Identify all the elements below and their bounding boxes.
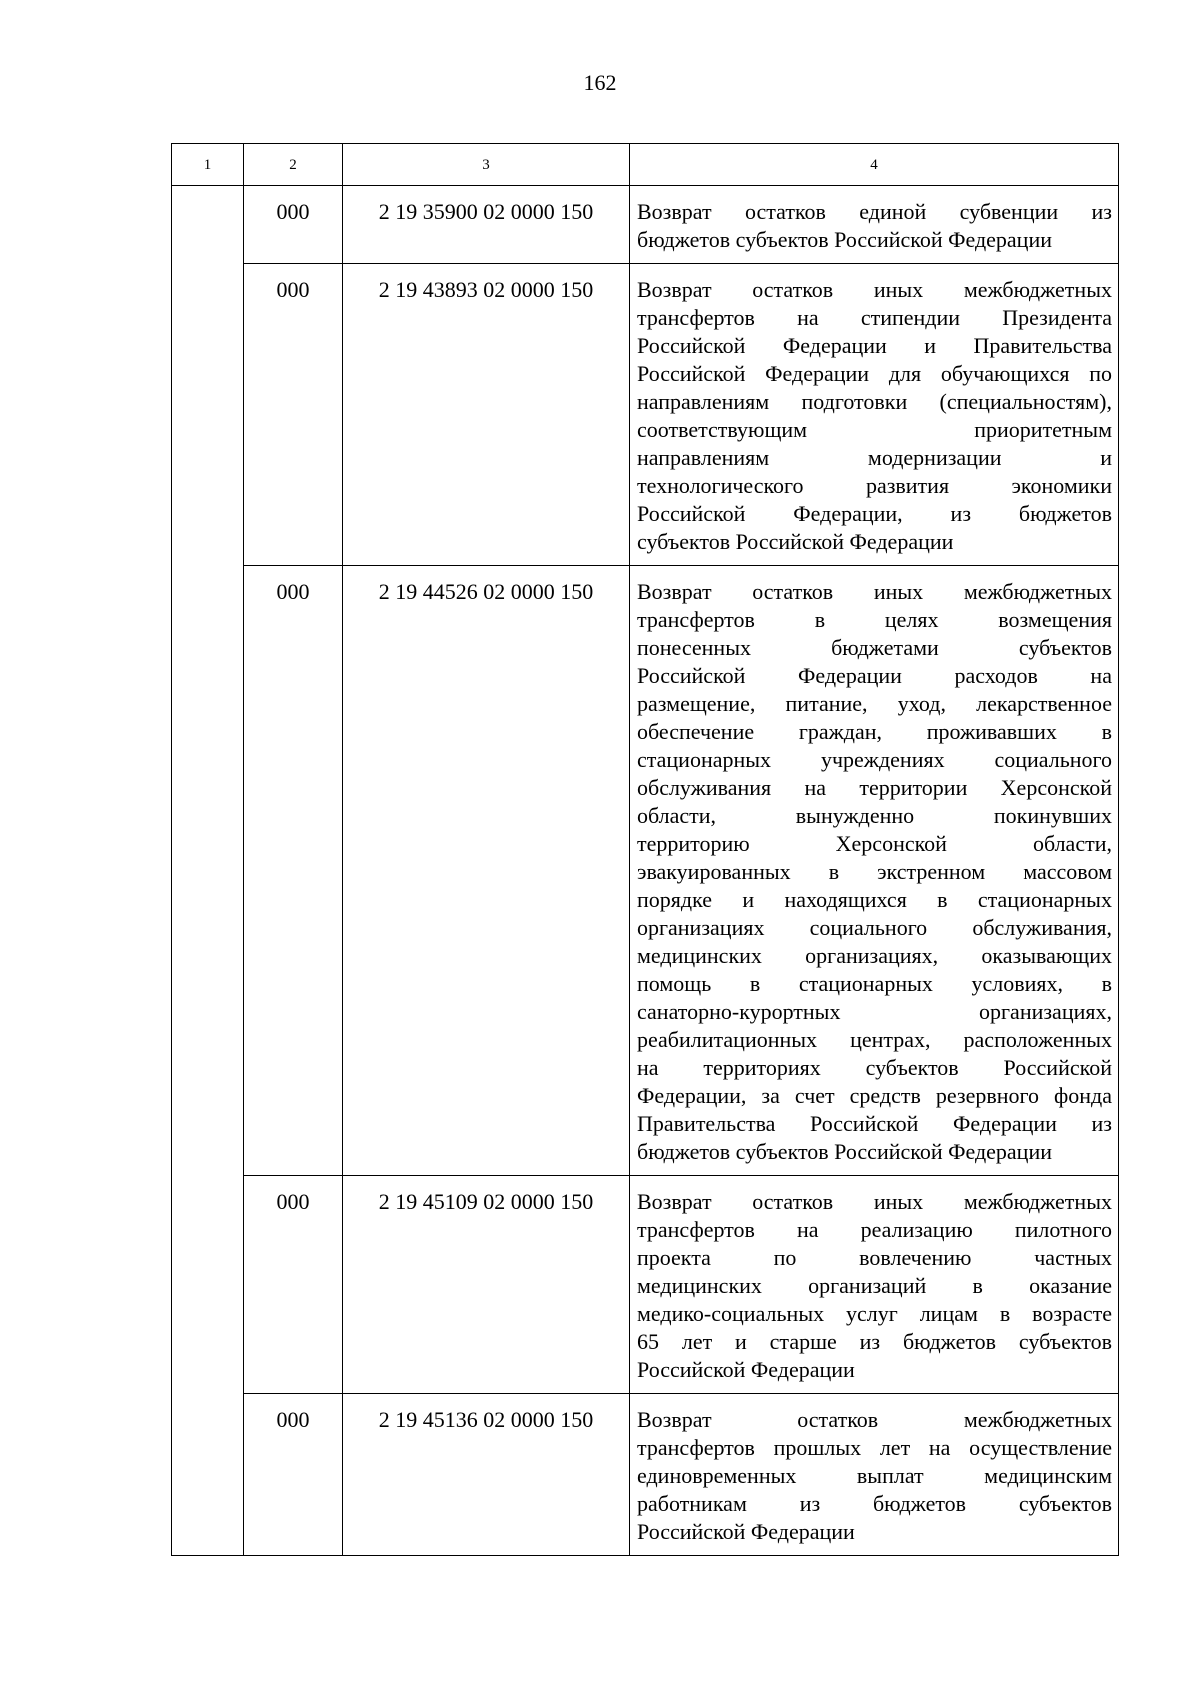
description-cell	[630, 1176, 1119, 1394]
description-word: расходов	[954, 663, 1038, 688]
description-line-words	[637, 1300, 1112, 1328]
description-word: размещение,	[637, 691, 756, 716]
description-word: в	[749, 971, 761, 996]
description-line	[637, 1110, 1112, 1138]
description-line	[637, 1244, 1112, 1272]
column-header-3: 3	[343, 144, 630, 186]
description-cell	[630, 186, 1119, 264]
description-word: Возврат	[637, 277, 712, 302]
description-word: оказание	[1029, 1273, 1112, 1298]
description-word: области,	[637, 803, 717, 828]
description-word: Херсонской	[835, 831, 947, 856]
description-line-words	[637, 998, 1112, 1026]
description-word: на	[796, 1217, 819, 1242]
description-word: медицинских	[637, 943, 762, 968]
description-line	[637, 942, 1112, 970]
description-word: и	[742, 887, 755, 912]
description-line-words	[637, 914, 1112, 942]
description-line	[637, 998, 1112, 1026]
description-line-words	[637, 276, 1112, 304]
description-word: направлениям	[637, 389, 770, 414]
column-1-cell	[172, 186, 244, 1556]
description-word: остатков	[797, 1407, 879, 1432]
description-word: Федерации	[782, 333, 887, 358]
description-word: межбюджетных	[963, 1189, 1112, 1214]
description-word: Российской	[637, 663, 746, 688]
description-word: приоритетным	[974, 417, 1112, 442]
description-word: остатков	[744, 199, 826, 224]
description-word: трансфертов	[637, 1435, 755, 1460]
description-word: медицинских	[637, 1273, 762, 1298]
description-word: из	[1091, 1111, 1112, 1136]
description-line	[637, 1434, 1112, 1462]
description-word: порядке	[637, 887, 712, 912]
description-line-words	[637, 388, 1112, 416]
page-number: 162	[583, 70, 617, 95]
description-word: по	[1089, 361, 1112, 386]
description-word: Федерации	[953, 1111, 1057, 1136]
description-line	[637, 634, 1112, 662]
description-word: межбюджетных	[963, 1407, 1112, 1432]
description-word: иных	[873, 579, 924, 604]
description-word: вынужденно	[795, 803, 915, 828]
kbk-code-cell: 2 19 44526 02 0000 150	[343, 566, 630, 1176]
description-line	[637, 746, 1112, 774]
description-word: Херсонской	[1000, 775, 1112, 800]
description-word: медико-социальных	[637, 1301, 825, 1326]
description-word: организациях	[637, 915, 765, 940]
description-line	[637, 774, 1112, 802]
description-word: бюджетами	[831, 635, 939, 660]
description-line-words	[637, 802, 1112, 830]
description-line: бюджетов субъектов Российской Федерации	[637, 227, 1052, 252]
description-word: иных	[873, 1189, 924, 1214]
description-word: возмещения	[998, 607, 1112, 632]
description-line-words	[637, 444, 1112, 472]
description-line: субъектов Российской Федерации	[637, 529, 954, 554]
description-word: бюджетов	[1018, 501, 1112, 526]
description-line	[637, 1328, 1112, 1356]
description-word: Президента	[1002, 305, 1112, 330]
description-word: Возврат	[637, 1407, 712, 1432]
description-line-words	[637, 1406, 1112, 1434]
description-word: Российской	[1003, 1055, 1112, 1080]
description-line-words	[637, 606, 1112, 634]
description-word: условиях,	[971, 971, 1064, 996]
description-word: субъектов	[1018, 635, 1112, 660]
description-line-words	[637, 858, 1112, 886]
description-line-words	[637, 718, 1112, 746]
description-line-words	[637, 634, 1112, 662]
description-line	[637, 500, 1112, 528]
description-word: Правительства	[973, 333, 1112, 358]
description-word: счет	[794, 1083, 835, 1108]
description-word: организаций	[808, 1273, 927, 1298]
description-word: межбюджетных	[963, 579, 1112, 604]
description-line	[637, 416, 1112, 444]
description-word: старше	[769, 1329, 837, 1354]
admin-code-cell: 000	[244, 1394, 343, 1556]
description-word: Российской	[637, 333, 746, 358]
description-line-words	[637, 1490, 1112, 1518]
description-word: понесенных	[637, 635, 751, 660]
description-line-words	[637, 472, 1112, 500]
description-word: проживавших	[926, 719, 1057, 744]
description-word: стационарных	[977, 887, 1112, 912]
description-line	[637, 304, 1112, 332]
admin-code-cell: 000	[244, 186, 343, 264]
description-word: граждан,	[798, 719, 883, 744]
description-line	[637, 472, 1112, 500]
description-word: осуществление	[969, 1435, 1112, 1460]
description-word: медицинским	[984, 1463, 1112, 1488]
description-line-words	[637, 1244, 1112, 1272]
description-word: обучающихся	[940, 361, 1070, 386]
description-word: области,	[1032, 831, 1112, 856]
budget-code-table	[171, 143, 1119, 1556]
description-line	[637, 914, 1112, 942]
column-header-4: 4	[630, 144, 1119, 186]
description-line-words	[637, 690, 1112, 718]
description-word: проекта	[637, 1245, 711, 1270]
description-word: на	[804, 775, 827, 800]
description-word: реализацию	[860, 1217, 973, 1242]
description-word: уход,	[897, 691, 946, 716]
description-cell	[630, 264, 1119, 566]
description-word: экономики	[1011, 473, 1112, 498]
description-word: пилотного	[1014, 1217, 1112, 1242]
description-word: бюджетов	[902, 1329, 997, 1354]
description-line	[637, 332, 1112, 360]
description-word: покинувших	[993, 803, 1112, 828]
description-line-words	[637, 774, 1112, 802]
description-word: помощь	[637, 971, 712, 996]
description-line	[637, 1082, 1112, 1110]
description-line	[637, 970, 1112, 998]
description-line	[637, 1054, 1112, 1082]
description-line-words	[637, 1462, 1112, 1490]
description-word: бюджетов	[872, 1491, 967, 1516]
kbk-code-cell: 2 19 35900 02 0000 150	[343, 186, 630, 264]
admin-code-cell: 000	[244, 566, 343, 1176]
table-row	[172, 566, 1119, 1176]
description-word: Возврат	[637, 199, 712, 224]
description-line: бюджетов субъектов Российской Федерации	[637, 1139, 1052, 1164]
description-word: развития	[865, 473, 950, 498]
description-word: работникам	[637, 1491, 747, 1516]
description-word: расположенных	[963, 1027, 1112, 1052]
description-word: лет	[681, 1329, 713, 1354]
description-word: Федерации,	[637, 1083, 747, 1108]
description-line	[637, 830, 1112, 858]
description-word: организациях,	[979, 999, 1112, 1024]
description-word: модернизации	[867, 445, 1002, 470]
description-line	[637, 802, 1112, 830]
description-line	[637, 886, 1112, 914]
description-word: остатков	[752, 277, 834, 302]
description-word: Российской	[637, 501, 746, 526]
kbk-code-cell: 2 19 43893 02 0000 150	[343, 264, 630, 566]
description-line	[637, 718, 1112, 746]
description-word: в	[1101, 719, 1112, 744]
description-word: за	[761, 1083, 780, 1108]
description-word: субъектов	[1018, 1329, 1112, 1354]
description-line	[637, 578, 1112, 606]
description-word: резервного	[935, 1083, 1039, 1108]
description-word: центрах,	[850, 1027, 931, 1052]
description-line	[637, 690, 1112, 718]
description-word: территории	[859, 775, 968, 800]
description-word: межбюджетных	[963, 277, 1112, 302]
description-word: целях	[884, 607, 939, 632]
description-line	[637, 276, 1112, 304]
description-word: по	[773, 1245, 797, 1270]
column-header-2: 2	[244, 144, 343, 186]
description-word: стационарных	[637, 747, 772, 772]
description-line	[637, 198, 1112, 226]
description-line-words	[637, 1328, 1112, 1356]
description-line	[637, 444, 1112, 472]
description-cell	[630, 1394, 1119, 1556]
column-header-1: 1	[172, 144, 244, 186]
description-word: услуг	[846, 1301, 898, 1326]
description-word: эвакуированных	[637, 859, 791, 884]
description-line	[637, 606, 1112, 634]
description-line-words	[637, 830, 1112, 858]
description-word: реабилитационных	[637, 1027, 818, 1052]
description-line	[637, 662, 1112, 690]
description-word: и	[924, 333, 937, 358]
description-word: иных	[873, 277, 924, 302]
description-line-words	[637, 1110, 1112, 1138]
kbk-code-cell: 2 19 45136 02 0000 150	[343, 1394, 630, 1556]
description-word: лицам	[919, 1301, 978, 1326]
description-line: Российской Федерации	[637, 1519, 855, 1544]
description-word: единой	[859, 199, 927, 224]
table-row	[172, 1394, 1119, 1556]
description-word: в	[1101, 971, 1112, 996]
description-line	[637, 1272, 1112, 1300]
description-word: оказывающих	[981, 943, 1112, 968]
description-word: Правительства	[637, 1111, 776, 1136]
table-row	[172, 264, 1119, 566]
description-word: и	[1100, 445, 1112, 470]
description-word: направлениям	[637, 445, 770, 470]
table-row	[172, 1176, 1119, 1394]
description-word: питание,	[785, 691, 868, 716]
description-word: Российской	[637, 361, 746, 386]
description-word: трансфертов	[637, 305, 755, 330]
description-word: санаторно-курортных	[637, 999, 841, 1024]
description-line	[637, 388, 1112, 416]
description-line	[637, 1216, 1112, 1244]
description-word: средств	[849, 1083, 921, 1108]
description-word: 65	[637, 1329, 659, 1354]
description-word: массовом	[1023, 859, 1112, 884]
description-word: фонда	[1053, 1083, 1112, 1108]
kbk-code-cell: 2 19 45109 02 0000 150	[343, 1176, 630, 1394]
description-word: прошлых	[773, 1435, 862, 1460]
description-cell	[630, 566, 1119, 1176]
description-word: Федерации	[765, 361, 870, 386]
description-line-words	[637, 500, 1112, 528]
description-word: Возврат	[637, 1189, 712, 1214]
description-word: социального	[994, 747, 1112, 772]
description-word: обслуживания	[637, 775, 772, 800]
description-line	[637, 360, 1112, 388]
description-line-words	[637, 662, 1112, 690]
description-word: учреждениях	[820, 747, 945, 772]
description-word: лет	[879, 1435, 911, 1460]
description-word: территорию	[637, 831, 750, 856]
description-line: Российской Федерации	[637, 1357, 855, 1382]
description-word: (специальностям),	[939, 389, 1112, 414]
description-word: в	[937, 887, 948, 912]
description-word: единовременных	[637, 1463, 797, 1488]
description-word: Федерации,	[793, 501, 903, 526]
description-line-words	[637, 1082, 1112, 1110]
description-word: в	[828, 859, 840, 884]
description-word: возрасте	[1032, 1301, 1112, 1326]
description-word: стипендии	[860, 305, 961, 330]
description-word: частных	[1034, 1245, 1112, 1270]
description-word: в	[814, 607, 826, 632]
description-line	[637, 1406, 1112, 1434]
description-word: экстренном	[877, 859, 986, 884]
description-line-words	[637, 1272, 1112, 1300]
description-line-words	[637, 304, 1112, 332]
description-word: из	[950, 501, 972, 526]
description-line-words	[637, 1054, 1112, 1082]
description-word: субвенции	[959, 199, 1059, 224]
description-line-words	[637, 1216, 1112, 1244]
description-line-words	[637, 746, 1112, 774]
description-line-words	[637, 578, 1112, 606]
table-header-row	[172, 144, 1119, 186]
description-word: в	[999, 1301, 1011, 1326]
description-word: вовлечению	[859, 1245, 972, 1270]
description-word: Федерации	[798, 663, 902, 688]
description-word: находящихся	[784, 887, 907, 912]
description-word: субъектов	[865, 1055, 959, 1080]
description-word: организациях,	[805, 943, 939, 968]
description-line	[637, 1300, 1112, 1328]
description-word: из	[799, 1491, 821, 1516]
description-word: на	[928, 1435, 951, 1460]
description-word: в	[972, 1273, 983, 1298]
description-word: стационарных	[798, 971, 933, 996]
description-line	[637, 1188, 1112, 1216]
description-line	[637, 858, 1112, 886]
description-line-words	[637, 886, 1112, 914]
description-line-words	[637, 416, 1112, 444]
description-word: на	[797, 305, 819, 330]
description-word: соответствующим	[637, 417, 808, 442]
description-word: остатков	[752, 579, 834, 604]
description-word: Возврат	[637, 579, 712, 604]
description-word: социального	[809, 915, 928, 940]
description-word: и	[735, 1329, 747, 1354]
description-word: лекарственное	[976, 691, 1112, 716]
admin-code-cell: 000	[244, 264, 343, 566]
description-line-words	[637, 198, 1112, 226]
admin-code-cell: 000	[244, 1176, 343, 1394]
description-line	[637, 1026, 1112, 1054]
description-word: трансфертов	[637, 607, 755, 632]
description-word: подготовки	[801, 389, 908, 414]
description-line-words	[637, 332, 1112, 360]
table-row	[172, 186, 1119, 264]
description-line	[637, 1490, 1112, 1518]
description-word: на	[1090, 663, 1112, 688]
description-word: из	[1091, 199, 1112, 224]
description-line-words	[637, 970, 1112, 998]
description-word: обслуживания,	[972, 915, 1112, 940]
description-line-words	[637, 1026, 1112, 1054]
description-word: из	[859, 1329, 881, 1354]
description-line-words	[637, 360, 1112, 388]
description-word: субъектов	[1018, 1491, 1112, 1516]
description-word: на	[637, 1055, 659, 1080]
description-word: технологического	[637, 473, 804, 498]
description-word: выплат	[856, 1463, 924, 1488]
description-line-words	[637, 1188, 1112, 1216]
description-word: для	[888, 361, 922, 386]
description-word: Российской	[810, 1111, 919, 1136]
description-word: трансфертов	[637, 1217, 755, 1242]
description-word: территориях	[703, 1055, 821, 1080]
description-word: обеспечение	[637, 719, 755, 744]
description-line-words	[637, 942, 1112, 970]
description-line-words	[637, 1434, 1112, 1462]
description-word: остатков	[752, 1189, 834, 1214]
description-line	[637, 1462, 1112, 1490]
